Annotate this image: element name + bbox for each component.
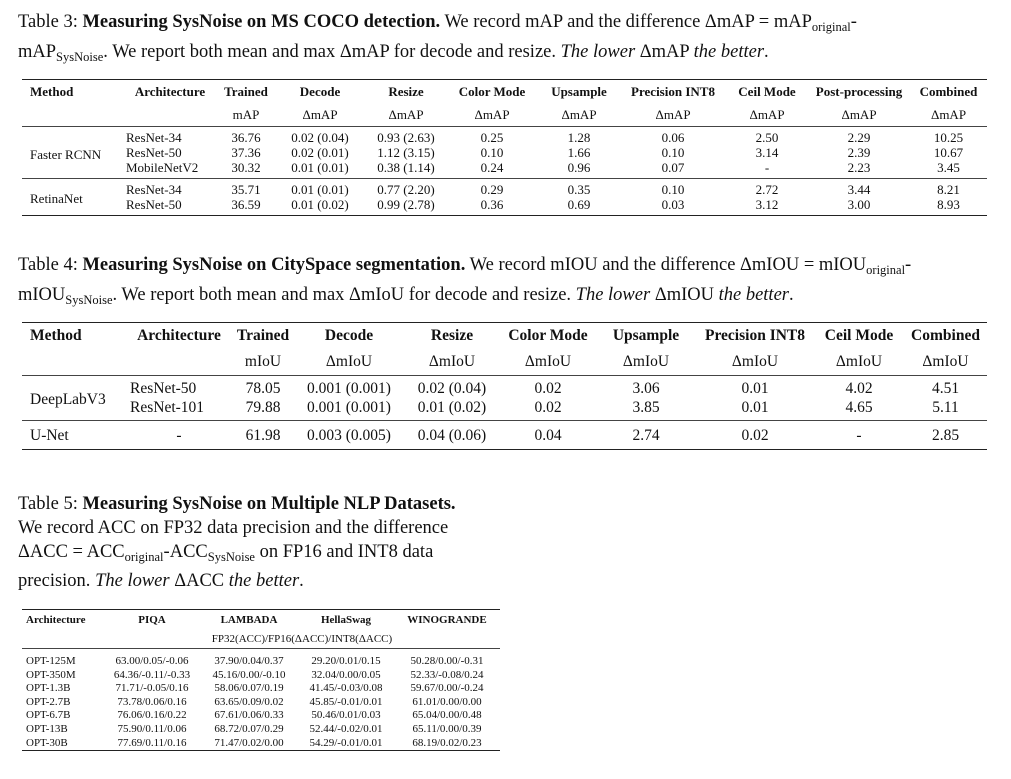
table3-detection: [22, 79, 987, 216]
table-row: [22, 197, 987, 216]
table4-caption-italic2: the better: [718, 285, 789, 305]
t5-cell: 52.33/-0.08/0.24: [410, 668, 484, 681]
table-row: [22, 682, 500, 696]
t5-cell: 75.90/0.11/0.06: [117, 722, 187, 735]
t3-cell: 0.10: [480, 145, 504, 160]
t4-cell: 61.98: [232, 421, 294, 450]
table4-caption-text3: . We report both mean and max ΔmIoU for decode and resize.: [112, 285, 572, 305]
table-row: [22, 398, 987, 421]
table5-caption-line4a: precision.: [18, 571, 96, 591]
table5-caption-text1: ΔACC = ACC: [18, 542, 125, 562]
t4-subheader: ΔmIoU: [814, 349, 904, 376]
t5-cell: 63.00/0.05/-0.06: [115, 655, 189, 667]
t3-header-combined: Combined: [910, 80, 987, 105]
t4-header-resize: Resize: [404, 323, 500, 350]
t3-header-method: Method: [22, 80, 122, 105]
t5-cell: 41.45/-0.03/0.08: [309, 682, 383, 695]
t4-header-color-mode: Color Mode: [500, 323, 596, 350]
t3-cell: 10.67: [933, 145, 964, 160]
t5-cell: 73.78/0.06/0.16: [117, 695, 187, 708]
t5-cell: 52.44/-0.02/0.01: [309, 722, 383, 735]
t4-header-ceil-mode: Ceil Mode: [814, 323, 904, 350]
t3-cell: ResNet-50: [122, 197, 218, 216]
t3-header-decode: Decode: [274, 80, 366, 105]
table4-caption-end: .: [789, 285, 794, 305]
table-row: [22, 127, 987, 146]
t4-method-cell: DeepLabV3: [22, 376, 126, 421]
t4-cell: 4.65: [814, 398, 904, 421]
table5-caption-dash: -: [163, 542, 170, 562]
t4-cell: 0.02 (0.04): [417, 380, 487, 397]
t4-cell: 79.88: [232, 398, 294, 421]
t3-cell: 3.12: [726, 197, 808, 216]
table5-caption-end: .: [299, 571, 304, 591]
table-row: [22, 696, 500, 710]
t3-header-ceil-mode: Ceil Mode: [726, 80, 808, 105]
t3-cell: 0.24: [446, 160, 538, 179]
t4-cell: 0.001 (0.001): [294, 398, 404, 421]
t5-cell: 45.85/-0.01/0.01: [309, 695, 383, 708]
t3-header-resize: Resize: [366, 80, 446, 105]
t4-cell: 0.01 (0.02): [404, 398, 500, 421]
t3-cell: 3.44: [847, 182, 871, 197]
t3-cell: 35.71: [231, 182, 261, 197]
t3-cell: 0.96: [538, 160, 620, 179]
t5-cell: OPT-125M: [26, 655, 76, 667]
t4-subheader: ΔmIoU: [904, 349, 987, 376]
t3-subheader: ΔmAP: [366, 104, 446, 127]
t3-cell: 2.23: [808, 160, 910, 179]
t3-subheader: ΔmAP: [274, 104, 366, 127]
t3-method-cell: RetinaNet: [22, 179, 122, 216]
t5-cell: 32.04/0.00/0.05: [311, 668, 381, 681]
t3-cell: 8.93: [910, 197, 987, 216]
t3-cell: 0.93 (2.63): [377, 130, 435, 145]
table4-caption: [18, 253, 911, 313]
table3-caption-text: We record mAP and the difference ΔmAP = mAP: [444, 12, 812, 32]
t3-cell: 1.12 (3.15): [377, 145, 435, 160]
table3-caption-sub2: SysNoise: [56, 50, 104, 64]
t4-cell: 0.001 (0.001): [307, 380, 391, 397]
t4-subheader: ΔmIoU: [404, 349, 500, 376]
t3-subheader: ΔmAP: [538, 104, 620, 127]
table3-label: Table 3:: [18, 12, 78, 32]
t5-cell: 37.90/0.04/0.37: [214, 655, 284, 667]
t3-method-cell: Faster RCNN: [22, 127, 122, 179]
t3-cell: 2.29: [847, 130, 871, 145]
t3-subheader: ΔmAP: [910, 104, 987, 127]
table4-label: Table 4:: [18, 255, 78, 275]
t4-cell: 78.05: [245, 380, 281, 397]
t5-cell: 71.71/-0.05/0.16: [115, 682, 189, 695]
table4-caption-sub2: SysNoise: [65, 293, 113, 307]
t4-cell: 5.11: [904, 398, 987, 421]
t5-cell: 29.20/0.01/0.15: [311, 655, 381, 667]
table3-title: Measuring SysNoise on MS COCO detection.: [82, 12, 441, 32]
table4-caption-sub1: original: [866, 263, 906, 277]
t3-cell: 0.36: [446, 197, 538, 216]
t5-cell: OPT-6.7B: [26, 709, 71, 722]
t4-cell: 0.04: [500, 421, 596, 450]
t3-cell: ResNet-50: [126, 145, 182, 160]
t3-cell: 3.00: [808, 197, 910, 216]
t4-cell: 2.74: [596, 421, 696, 450]
t4-subheader: ΔmIoU: [596, 349, 696, 376]
t5-cell: 68.72/0.07/0.29: [214, 722, 284, 735]
t3-cell: 0.99 (2.78): [366, 197, 446, 216]
t3-header-architecture: Architecture: [122, 80, 218, 105]
t3-cell: 0.10: [661, 145, 685, 160]
t5-cell: OPT-2.7B: [26, 695, 71, 708]
table-row: [22, 669, 500, 683]
t4-cell: 0.003 (0.005): [294, 421, 404, 450]
t5-cell: OPT-350M: [26, 668, 76, 681]
t3-cell: 30.32: [218, 160, 274, 179]
t5-cell: 58.06/0.07/0.19: [214, 682, 284, 695]
t3-cell: MobileNetV2: [122, 160, 218, 179]
t3-cell: 0.01 (0.01): [291, 182, 349, 197]
t5-cell: 77.69/0.11/0.16: [104, 737, 200, 751]
t4-cell: ResNet-50: [130, 380, 197, 397]
t5-cell: 59.67/0.00/-0.24: [410, 682, 484, 695]
table4-segmentation: [22, 322, 987, 450]
t3-cell: 0.25: [480, 130, 504, 145]
t3-cell: 1.66: [567, 145, 591, 160]
table-row: [22, 649, 500, 669]
t5-cell: 76.06/0.16/0.22: [117, 709, 187, 722]
table5-caption-line2: We record ACC on FP32 data precision and the difference: [18, 518, 449, 538]
table-row: [22, 709, 500, 723]
t4-header-architecture: Architecture: [126, 323, 232, 350]
t3-cell: 3.14: [755, 145, 779, 160]
t4-cell: -: [814, 421, 904, 450]
t4-cell: 0.02: [534, 380, 562, 397]
t3-cell: 0.77 (2.20): [377, 182, 435, 197]
t5-cell: 54.29/-0.01/0.01: [298, 737, 394, 751]
t4-header-combined: Combined: [904, 323, 987, 350]
t4-header-method: Method: [22, 323, 126, 350]
t3-cell: 37.36: [231, 145, 261, 160]
t4-cell: 4.51: [931, 380, 960, 397]
t4-subheader: ΔmIoU: [696, 349, 814, 376]
t5-cell: 71.47/0.02/0.00: [200, 737, 298, 751]
t4-subheader: mIoU: [232, 349, 294, 376]
t3-header-upsample: Upsample: [538, 80, 620, 105]
table3-caption-sub1: original: [811, 20, 851, 34]
t3-subheader: ΔmAP: [726, 104, 808, 127]
t3-cell: 2.39: [847, 145, 871, 160]
t3-cell: 1.28: [567, 130, 591, 145]
table4-title: Measuring SysNoise on CitySpace segmentation.: [82, 255, 466, 275]
table-row: [22, 737, 500, 751]
t5-cell: 68.19/0.02/0.23: [394, 737, 500, 751]
t4-cell: 0.01: [696, 398, 814, 421]
t5-cell: 63.65/0.09/0.02: [214, 695, 284, 708]
t3-cell: 0.35: [567, 182, 591, 197]
table5-title: Measuring SysNoise on Multiple NLP Datasets.: [82, 494, 456, 514]
t3-cell: -: [726, 160, 808, 179]
t3-cell: 0.01 (0.01): [274, 160, 366, 179]
t5-cell: 64.36/-0.11/-0.33: [113, 668, 191, 681]
table3-caption-italic2: the better: [693, 42, 765, 62]
table-row: [22, 376, 987, 399]
t5-cell: OPT-30B: [22, 737, 104, 751]
table-row: [22, 145, 987, 160]
t3-cell: 36.76: [231, 130, 261, 145]
t4-header-upsample: Upsample: [596, 323, 696, 350]
t4-cell: -: [126, 421, 232, 450]
t5-cell: 61.01/0.00/0.00: [412, 695, 482, 708]
t4-cell: 0.04 (0.06): [404, 421, 500, 450]
t4-cell: 3.85: [596, 398, 696, 421]
t3-cell: 0.02 (0.01): [291, 145, 349, 160]
t4-subheader: ΔmIoU: [294, 349, 404, 376]
table5-caption: [18, 492, 456, 593]
t5-cell: 65.11/0.00/0.39: [412, 722, 482, 735]
t5-cell: 50.46/0.01/0.03: [311, 709, 381, 722]
t4-cell: ResNet-101: [126, 398, 232, 421]
t4-subheader: ΔmIoU: [500, 349, 596, 376]
t5-cell: OPT-1.3B: [26, 682, 71, 695]
table5-caption-text3: on FP16 and INT8 data: [254, 542, 434, 562]
t3-subheader: ΔmAP: [446, 104, 538, 127]
t3-cell: 0.07: [620, 160, 726, 179]
t4-cell: 0.01: [741, 380, 769, 397]
t3-subheader: ΔmAP: [620, 104, 726, 127]
table3-caption: [18, 10, 857, 70]
t3-cell: 0.06: [661, 130, 685, 145]
table3-caption-dash: -: [850, 12, 857, 32]
table3-caption-italic1: The lower: [560, 42, 636, 62]
t5-header-winogrande: WINOGRANDE: [394, 610, 500, 631]
t5-header-lambada: LAMBADA: [200, 610, 298, 631]
t3-header-color-mode: Color Mode: [446, 80, 538, 105]
t3-cell: 10.25: [933, 130, 964, 145]
table4-caption-text4: ΔmIOU: [650, 285, 719, 305]
t3-header-trained: Trained: [218, 80, 274, 105]
table4-caption-dash: -: [905, 255, 912, 275]
t5-header-architecture: Architecture: [22, 610, 104, 631]
table5-label: Table 5:: [18, 494, 78, 514]
t5-subheader: FP32(ACC)/FP16(ΔACC)/INT8(ΔACC): [104, 630, 500, 649]
t3-cell: 0.03: [620, 197, 726, 216]
t3-cell: 8.21: [937, 182, 960, 197]
t3-cell: 36.59: [218, 197, 274, 216]
table5-nlp: [22, 609, 500, 751]
t4-cell: 0.02: [696, 421, 814, 450]
t4-header-decode: Decode: [294, 323, 404, 350]
t3-cell: ResNet-34: [126, 130, 182, 145]
table-row: [22, 723, 500, 737]
t3-cell: 0.38 (1.14): [366, 160, 446, 179]
table5-caption-italic2: the better: [228, 571, 300, 591]
t3-cell: 0.29: [480, 182, 504, 197]
t5-cell: 50.28/0.00/-0.31: [410, 655, 484, 667]
t3-subheader: mAP: [218, 104, 274, 127]
t5-cell: OPT-13B: [26, 722, 68, 735]
table3-caption-end: .: [764, 42, 769, 62]
t3-cell: 0.69: [538, 197, 620, 216]
t4-cell: 0.02: [500, 398, 596, 421]
t3-header-post-processing: Post-processing: [808, 80, 910, 105]
t3-cell: 3.45: [910, 160, 987, 179]
t4-cell: 3.06: [632, 380, 660, 397]
t5-cell: 45.16/0.00/-0.10: [212, 668, 286, 681]
t3-cell: ResNet-34: [126, 182, 182, 197]
table3-caption-text2: mAP: [18, 42, 57, 62]
t3-cell: 2.50: [755, 130, 779, 145]
t4-header-precision-int8: Precision INT8: [696, 323, 814, 350]
table5-caption-italic1: The lower: [95, 571, 170, 591]
t5-cell: 65.04/0.00/0.48: [412, 709, 482, 722]
t3-header-precision-int8: Precision INT8: [620, 80, 726, 105]
t3-cell: 0.01 (0.02): [274, 197, 366, 216]
t5-header-piqa: PIQA: [104, 610, 200, 631]
t3-cell: 2.72: [755, 182, 779, 197]
t3-cell: 0.02 (0.04): [291, 130, 349, 145]
t4-method-cell: U-Net: [22, 421, 126, 450]
table-row: [22, 421, 987, 450]
table-row: [22, 179, 987, 198]
t4-cell: 4.02: [845, 380, 873, 397]
table-row: [22, 160, 987, 179]
table3-caption-text3: . We report both mean and max ΔmAP for decode and resize.: [103, 42, 556, 62]
t3-subheader: ΔmAP: [808, 104, 910, 127]
table4-caption-italic1: The lower: [575, 285, 651, 305]
table4-caption-text2: mIOU: [18, 285, 66, 305]
t4-cell: 2.85: [904, 421, 987, 450]
t3-cell: 0.10: [661, 182, 685, 197]
t5-cell: 67.61/0.06/0.33: [214, 709, 284, 722]
table3-caption-text4: ΔmAP: [635, 42, 694, 62]
table5-caption-sub1: original: [124, 550, 164, 564]
table5-caption-sub2: SysNoise: [207, 550, 255, 564]
t5-header-hellaswag: HellaSwag: [298, 610, 394, 631]
table5-caption-text2: ACC: [169, 542, 208, 562]
table4-caption-text: We record mIOU and the difference ΔmIOU = mIOU: [469, 255, 867, 275]
t4-header-trained: Trained: [232, 323, 294, 350]
table5-caption-text4: ΔACC: [169, 571, 229, 591]
